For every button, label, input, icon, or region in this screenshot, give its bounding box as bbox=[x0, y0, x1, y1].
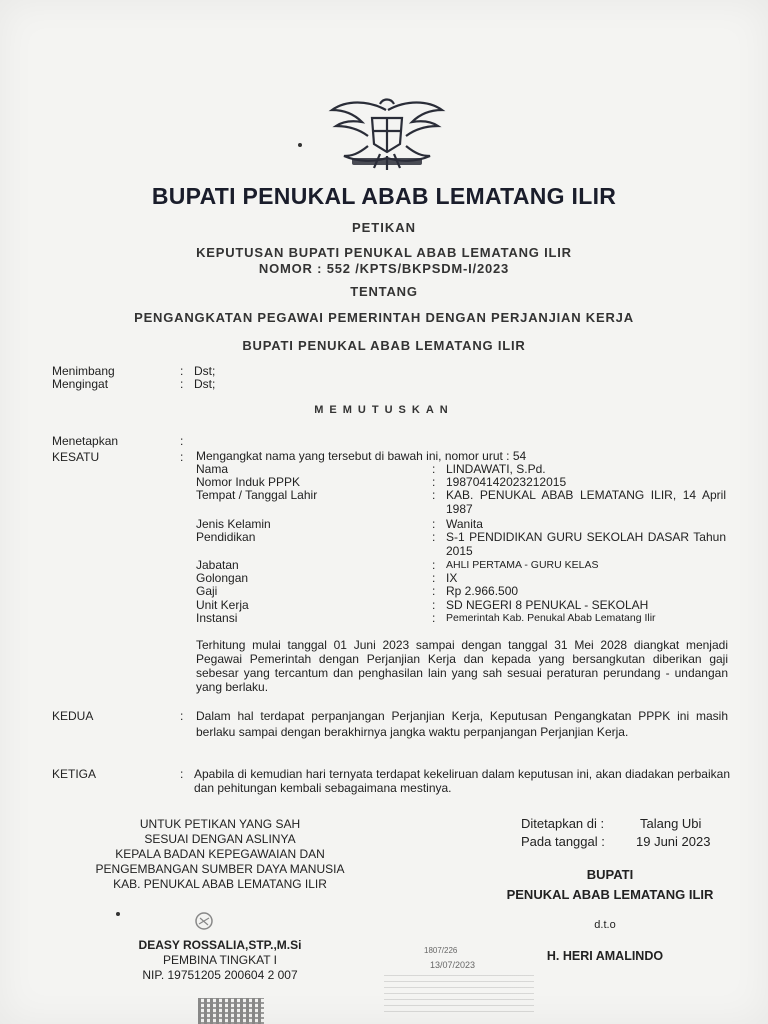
field-label: Unit Kerja bbox=[196, 598, 249, 612]
qr-code-icon bbox=[198, 998, 264, 1024]
sig-line: SESUAI DENGAN ASLINYA bbox=[144, 832, 296, 846]
field-value: SD NEGERI 8 PENUKAL - SEKOLAH bbox=[446, 598, 649, 612]
colon: : bbox=[432, 598, 436, 612]
sig-line: KEPALA BADAN KEPEGAWAIAN DAN bbox=[115, 847, 325, 861]
menimbang-label: Menimbang bbox=[52, 364, 115, 378]
kedua-label: KEDUA bbox=[52, 709, 94, 723]
menimbang-value: Dst; bbox=[194, 364, 216, 378]
perihal-heading: PENGANGKATAN PEGAWAI PEMERINTAH DENGAN PERJANJIAN KERJA bbox=[134, 310, 634, 325]
colon: : bbox=[432, 462, 436, 476]
speck bbox=[298, 143, 302, 147]
sig-line: KAB. PENUKAL ABAB LEMATANG ILIR bbox=[113, 877, 327, 891]
tentang-heading: TENTANG bbox=[350, 284, 418, 299]
field-value: IX bbox=[446, 571, 458, 585]
kesatu-label: KESATU bbox=[52, 450, 100, 464]
menetapkan-label: Menetapkan bbox=[52, 434, 119, 448]
colon: : bbox=[180, 450, 184, 464]
field-label: Jabatan bbox=[196, 558, 239, 572]
ketiga-text: Apabila di kemudian hari ternyata terdapat kekeliruan dalam keputusan ini, akan diadakan perbaikan dan pehitungan kembali sebagaimana mestinya. bbox=[194, 767, 730, 795]
nomor-heading: NOMOR : 552 /KPTS/BKPSDM-I/2023 bbox=[258, 261, 510, 276]
speck bbox=[116, 912, 120, 916]
pejabat-heading: BUPATI PENUKAL ABAB LEMATANG ILIR bbox=[242, 338, 526, 353]
sig-line: UNTUK PETIKAN YANG SAH bbox=[139, 817, 301, 831]
field-label: Nomor Induk PPPK bbox=[196, 475, 301, 489]
ditetapkan-label: Ditetapkan di : bbox=[521, 816, 605, 831]
colon: : bbox=[432, 475, 436, 489]
colon: : bbox=[180, 364, 184, 378]
colon: : bbox=[432, 584, 436, 598]
bupati-region: PENUKAL ABAB LEMATANG ILIR bbox=[506, 887, 714, 902]
keputusan-heading: KEPUTUSAN BUPATI PENUKAL ABAB LEMATANG ILIR bbox=[196, 245, 572, 260]
colon: : bbox=[432, 530, 436, 544]
colon: : bbox=[180, 434, 184, 448]
colon: : bbox=[432, 611, 436, 625]
colon: : bbox=[180, 709, 184, 723]
field-label: Instansi bbox=[196, 611, 238, 625]
field-value: KAB. PENUKAL ABAB LEMATANG ILIR, 14 April 1987 bbox=[446, 488, 726, 516]
bupati-name: H. HERI AMALINDO bbox=[546, 949, 664, 963]
field-value: LINDAWATI, S.Pd. bbox=[446, 462, 546, 476]
sig-line: PENGEMBANGAN SUMBER DAYA MANUSIA bbox=[95, 862, 345, 876]
field-value: 198704142023212015 bbox=[446, 475, 567, 489]
bupati-title: BUPATI bbox=[586, 867, 634, 882]
tanggal-value: 19 Juni 2023 bbox=[636, 834, 711, 849]
ketiga-label: KETIGA bbox=[52, 767, 97, 781]
field-value: Pemerintah Kab. Penukal Abab Lematang Ilir bbox=[446, 612, 656, 624]
field-value: AHLI PERTAMA - GURU KELAS bbox=[446, 559, 599, 571]
petikan-heading: PETIKAN bbox=[351, 220, 417, 235]
garuda-emblem-icon bbox=[328, 96, 446, 172]
field-value: Wanita bbox=[446, 517, 483, 531]
seal-mark-icon bbox=[193, 910, 215, 932]
tanggal-label: Pada tanggal : bbox=[521, 834, 605, 849]
memutuskan-heading: MEMUTUSKAN bbox=[314, 404, 454, 416]
mengingat-value: Dst; bbox=[194, 377, 216, 391]
colon: : bbox=[432, 517, 436, 531]
field-label: Jenis Kelamin bbox=[196, 517, 271, 531]
dto-mark: d.t.o bbox=[594, 919, 616, 931]
stamp-date: 13/07/2023 bbox=[430, 960, 476, 970]
field-label: Golongan bbox=[196, 571, 249, 585]
kedua-text: Dalam hal terdapat perpanjangan Perjanjian Kerja, Keputusan Pengangkatan PPPK ini masih berlaku sampai dengan berakhirnya jangka waktu perpanjangan Perjanjian Kerja. bbox=[196, 709, 728, 739]
stamp-code: 1807/226 bbox=[424, 946, 458, 955]
colon: : bbox=[180, 377, 184, 391]
mengingat-label: Mengingat bbox=[52, 377, 109, 391]
field-label: Pendidikan bbox=[196, 530, 256, 544]
left-signature-block bbox=[70, 817, 370, 892]
left-signatory-name: DEASY ROSSALIA,STP.,M.Si bbox=[138, 938, 302, 952]
field-value: S-1 PENDIDIKAN GURU SEKOLAH DASAR Tahun 2015 bbox=[446, 530, 726, 558]
kesatu-intro: Mengangkat nama yang tersebut di bawah ini, nomor urut : 54 bbox=[196, 449, 527, 463]
ditetapkan-value: Talang Ubi bbox=[640, 816, 702, 831]
faint-stamp-text bbox=[384, 972, 534, 1012]
field-label: Gaji bbox=[196, 584, 218, 598]
field-value: Rp 2.966.500 bbox=[446, 584, 519, 598]
colon: : bbox=[180, 767, 184, 781]
left-signatory bbox=[70, 938, 370, 983]
document-title: BUPATI PENUKAL ABAB LEMATANG ILIR bbox=[151, 183, 617, 209]
colon: : bbox=[432, 488, 436, 502]
kesatu-paragraph: Terhitung mulai tanggal 01 Juni 2023 sampai dengan tanggal 31 Mei 2028 diangkat menjadi Pegawai Pemerintah dengan Perjanjian Kerja dan kepada yang bersangkutan diberikan gaji sebesar yang tercantum dan penghasilan lain yang sah sesuai peraturan perundang - undangan yang berlaku. bbox=[196, 638, 728, 694]
left-signatory-nip: NIP. 19751205 200604 2 007 bbox=[142, 968, 298, 982]
colon: : bbox=[432, 571, 436, 585]
field-label: Nama bbox=[196, 462, 229, 476]
field-label: Tempat / Tanggal Lahir bbox=[196, 488, 318, 502]
left-signatory-rank: PEMBINA TINGKAT I bbox=[162, 953, 278, 967]
colon: : bbox=[432, 558, 436, 572]
